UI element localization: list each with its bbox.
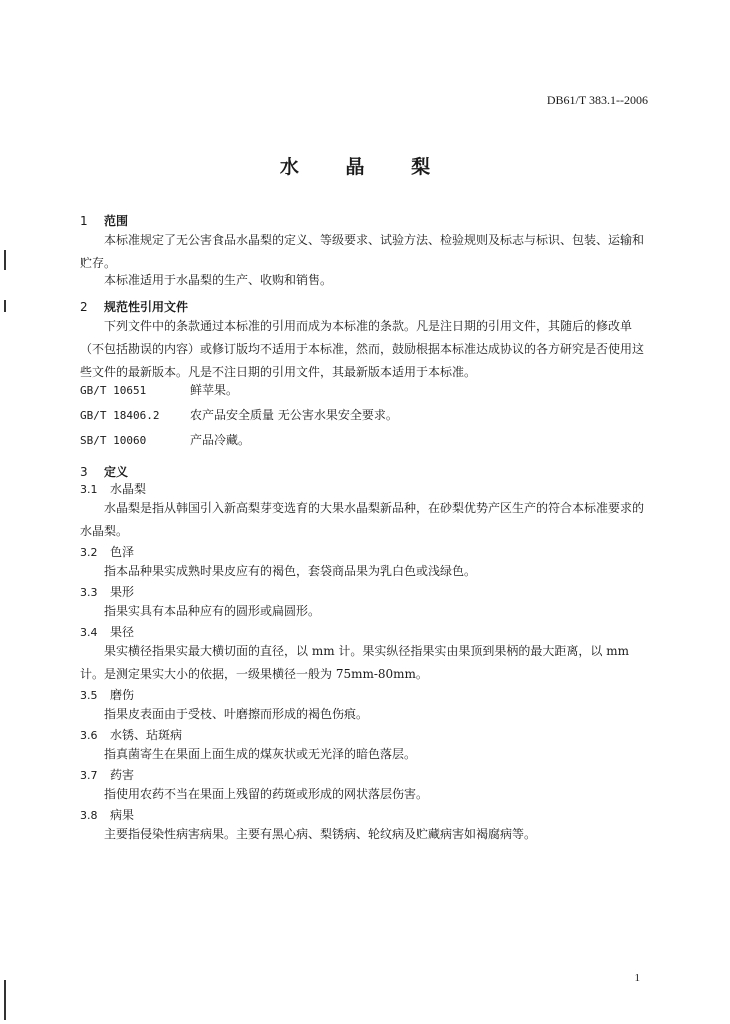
definition-text: 指本品种果实成熟时果皮应有的褐色，套袋商品果为乳白色或浅绿色。: [104, 564, 477, 578]
page-number: 1: [634, 972, 640, 984]
definition-text: 主要指侵染性病害病果。主要有黑心病、梨锈病、轮纹病及贮藏病害如褐腐病等。: [104, 827, 537, 841]
subsection-term: 药害: [110, 768, 135, 782]
subsection-heading: [80, 623, 650, 640]
definition-text: 指果实具有本品种应有的圆形或扁圆形。: [104, 604, 321, 618]
subsection-term: 果形: [110, 585, 135, 599]
scan-edge-mark: [4, 980, 6, 1020]
section-title: 定义: [104, 465, 129, 479]
definition-text: 水晶梨是指从韩国引入新高梨芽变选育的大果水晶梨新品种，在砂梨优势产区生产的符合本标准要求的水晶梨。: [80, 501, 645, 538]
subsection-heading: [80, 726, 650, 743]
section-number: 2: [80, 300, 88, 314]
subsection-number: 3.8: [80, 809, 98, 822]
definition-text: 指果皮表面由于受枝、叶磨擦而形成的褐色伤痕。: [104, 707, 369, 721]
subsection-number: 3.3: [80, 586, 98, 599]
reference-item: [80, 428, 650, 453]
document-title: 水 晶 梨: [279, 156, 451, 178]
paragraph: 本标准适用于水晶梨的生产、收购和销售。: [104, 273, 333, 287]
subsection-heading: [80, 686, 650, 703]
scan-edge-mark: [4, 250, 6, 270]
paragraph: 下列文件中的条款通过本标准的引用而成为本标准的条款。凡是注日期的引用文件，其随后的修改单（不包括勘误的内容）或修订版均不适用于本标准，然而，鼓励根据本标准达成协议的各方研究是否使用这些文件的最新版本。凡是不注日期的引用文件，其最新版本适用于本标准。: [80, 319, 645, 379]
subsection-term: 色泽: [110, 545, 135, 559]
section-heading: [80, 298, 650, 315]
paragraph: 本标准规定了无公害食品水晶梨的定义、等级要求、试验方法、检验规则及标志与标识、包装、运输和贮存。: [80, 233, 645, 270]
subsection-number: 3.6: [80, 729, 98, 742]
reference-code: SB/T 10060: [80, 434, 147, 447]
document-body: [80, 212, 650, 846]
section-heading: [80, 463, 650, 480]
reference-title: 农产品安全质量 无公害水果安全要求。: [190, 408, 398, 422]
subsection-term: 磨伤: [110, 688, 135, 702]
subsection-number: 3.1: [80, 483, 98, 496]
section-title: 范围: [104, 214, 129, 228]
reference-code: GB/T 10651: [80, 384, 147, 397]
definition-text: 果实横径指果实最大横切面的直径，以 mm 计。果实纵径指果实由果顶到果柄的最大距离，以 mm 计。是测定果实大小的依据，一级果横径一般为 75mm-80mm。: [80, 644, 629, 681]
section-title: 规范性引用文件: [104, 300, 189, 314]
subsection-number: 3.2: [80, 546, 98, 559]
section-number: 1: [80, 214, 88, 228]
subsection-heading: [80, 543, 650, 560]
definition-text: 指使用农药不当在果面上残留的药斑或形成的网状落层伤害。: [104, 787, 429, 801]
section-heading: [80, 212, 650, 229]
section-number: 3: [80, 465, 88, 479]
subsection-term: 病果: [110, 808, 135, 822]
subsection-term: 水锈、玷斑病: [110, 728, 183, 742]
subsection-heading: [80, 480, 650, 497]
subsection-heading: [80, 583, 650, 600]
subsection-number: 3.5: [80, 689, 98, 702]
subsection-heading: [80, 766, 650, 783]
subsection-number: 3.7: [80, 769, 98, 782]
subsection-term: 果径: [110, 625, 135, 639]
reference-item: [80, 403, 650, 428]
subsection-term: 水晶梨: [110, 482, 147, 496]
reference-code: GB/T 18406.2: [80, 409, 160, 422]
standard-code: DB61/T 383.1--2006: [546, 93, 648, 107]
subsection-number: 3.4: [80, 626, 98, 639]
scan-edge-mark: [4, 300, 6, 312]
definition-text: 指真菌寄生在果面上面生成的煤灰状或无光泽的暗色落层。: [104, 747, 417, 761]
subsection-heading: [80, 806, 650, 823]
reference-title: 产品冷藏。: [190, 433, 251, 447]
reference-title: 鲜苹果。: [190, 383, 239, 397]
